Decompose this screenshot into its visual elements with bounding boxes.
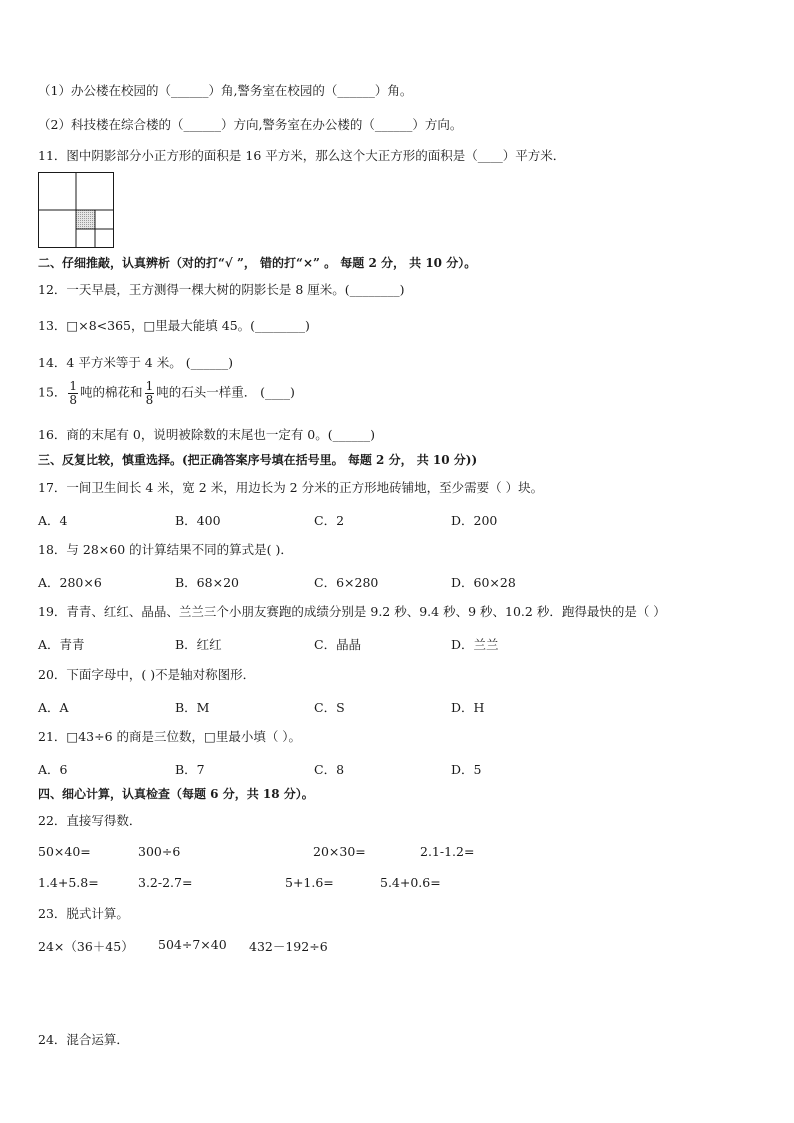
question-22: 22．直接写得数． — [38, 813, 142, 828]
q15-tail: 吨的石头一样重． (____) — [156, 384, 295, 400]
frac-numerator: 1 — [145, 379, 154, 393]
q18-option-a: A．280×6 — [38, 575, 102, 590]
question-19: 19．青青、红红、晶晶、兰兰三个小朋友赛跑的成绩分别是 9.2 秒、9.4 秒、9 秒、10.2 秒．跑得最快的是（ ） — [38, 604, 666, 619]
section-3-heading: 三、反复比较，慎重选择。(把正确答案序号填在括号里。 每题 2 分， 共 10 分)) — [38, 453, 478, 467]
question-16: 16．商的末尾有 0，说明被除数的末尾也一定有 0。(______) — [38, 427, 376, 442]
question-24: 24．混合运算． — [38, 1032, 129, 1047]
q15-middle: 吨的棉花和 — [80, 384, 143, 400]
question-12: 12．一天早晨，王方测得一棵大树的阴影长是 8 厘米。(________) — [38, 282, 405, 297]
q20-option-d: D．H — [451, 700, 485, 715]
q20-option-a: A．A — [38, 700, 69, 715]
calc22-r2-c4: 5.4+0.6= — [380, 875, 441, 890]
q21-option-c: C．8 — [314, 762, 345, 777]
calc22-r2-c2: 3.2-2.7= — [138, 875, 193, 890]
calc22-r1-c4: 2.1-1.2= — [420, 844, 475, 859]
question-14: 14．4 平方米等于 4 米。 (______) — [38, 355, 233, 370]
section-2-heading: 二、仔细推敲，认真辨析（对的打“√ ”， 错的打“×” 。 每题 2 分， 共 10 分）。 — [38, 256, 477, 270]
line-2: （2）科技楼在综合楼的（______）方向,警务室在办公楼的（______）方向。 — [38, 117, 463, 132]
section-4-heading: 四、细心计算，认真检查（每题 6 分，共 18 分）。 — [38, 787, 314, 801]
q19-option-b: B．红红 — [175, 637, 222, 652]
question-11: 11．图中阴影部分小正方形的面积是 16 平方米，那么这个大正方形的面积是（____）平方米． — [38, 148, 566, 163]
square-figure — [38, 172, 114, 248]
q15-number: 15． — [38, 384, 67, 400]
q19-option-a: A．青青 — [38, 637, 85, 652]
fraction-one-eighth — [68, 380, 78, 406]
question-20: 20．下面字母中，( )不是轴对称图形． — [38, 667, 256, 682]
q19-option-d: D．兰兰 — [451, 637, 499, 652]
question-13: 13．□×8<365，□里最大能填 45。(________) — [38, 318, 310, 333]
calc22-r2-c1: 1.4+5.8= — [38, 875, 99, 890]
calc22-r1-c1: 50×40= — [38, 844, 91, 859]
q21-option-b: B．7 — [175, 762, 205, 777]
fraction-one-eighth-2 — [145, 380, 155, 406]
q18-option-b: B．68×20 — [175, 575, 239, 590]
frac-denominator: 8 — [145, 392, 154, 407]
q17-option-d: D．200 — [451, 513, 498, 528]
q18-option-c: C．6×280 — [314, 575, 379, 590]
q18-option-d: D．60×28 — [451, 575, 516, 590]
calc22-r1-c2: 300÷6 — [138, 844, 181, 859]
question-23: 23．脱式计算。 — [38, 906, 129, 921]
q21-option-d: D．5 — [451, 762, 482, 777]
q20-option-c: C．S — [314, 700, 345, 715]
calc23-item-2: 504÷7×40 — [158, 937, 227, 952]
frac-numerator: 1 — [69, 379, 78, 393]
question-17: 17．一间卫生间长 4 米，宽 2 米，用边长为 2 分米的正方形地砖铺地，至少需要（ ）块。 — [38, 480, 544, 495]
q17-option-b: B．400 — [175, 513, 221, 528]
q21-option-a: A．6 — [38, 762, 68, 777]
line-1: （1）办公楼在校园的（______）角,警务室在校园的（______）角。 — [38, 83, 413, 98]
calc22-r1-c3: 20×30= — [313, 844, 366, 859]
q17-option-a: A．4 — [38, 513, 68, 528]
q17-option-c: C．2 — [314, 513, 345, 528]
question-15 — [38, 380, 295, 406]
calc22-r2-c3: 5+1.6= — [285, 875, 334, 890]
question-18: 18．与 28×60 的计算结果不同的算式是( )． — [38, 542, 293, 557]
frac-denominator: 8 — [69, 392, 78, 407]
q20-option-b: B．M — [175, 700, 210, 715]
calc23-item-3: 432－192÷6 — [249, 939, 328, 954]
question-21: 21．□43÷6 的商是三位数，□里最小填（ ）。 — [38, 729, 302, 744]
shaded-small-square — [76, 210, 95, 229]
calc23-item-1: 24×（36＋45） — [38, 939, 134, 954]
q19-option-c: C．晶晶 — [314, 637, 362, 652]
